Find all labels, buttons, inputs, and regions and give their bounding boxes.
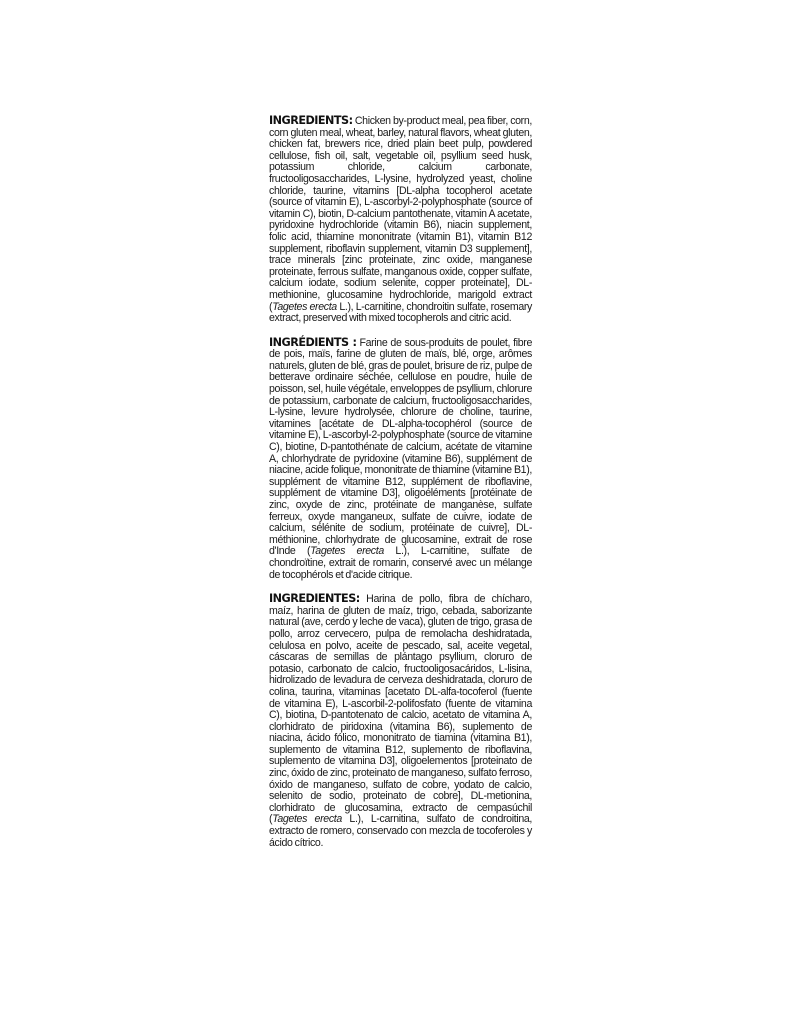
french-heading: INGRÉDIENTS : — [269, 335, 357, 349]
french-species-name: Tagetes erecta — [310, 545, 384, 558]
spanish-text-part-1: Harina de pollo, fibra de chícharo, maíz, harina de gluten de maíz, trigo, cebada, saborizante natural (ave, cerdo y leche de vaca), gluten de trigo, grasa de pollo, arroz cervecero, pulpa de remolacha deshidratada, celulosa en polvo, aceite de pescado, sal, aceite vegetal, cáscaras de semillas de plántago psyllium, cloruro de potasio, carbonato de calcio, fructooligosacáridos, L-lisina, hidrolizado de levadura de cerveza deshidratada, cloruro de colina, taurina, vitaminas [acetato DL-alfa-tocoferol (fuente de vitamina E), L-ascorbil-2-polifosfato (fuente de vitamina C), biotina, D-pantotenato de calcio, acetato de vitamina A, clorhidrato de piridoxina (vitamina B6), suplemento de niacina, ácido fólico, mononitrato de tiamina (vitamina B1), suplemento de vitamina B12, suplemento de riboflavina, suplemento de vitamina D3], oligoelementos [proteinato de zinc, óxido de zinc, proteinato de manganeso, sulfato ferroso, óxido de manganeso, sulfato de cobre, yodato de calcio, selenito de sodio, proteinato de cobre], DL-metionina, clorhidrato de glucosamina, extracto de cempasúchil ( — [269, 593, 532, 826]
english-species-name: Tagetes erecta — [272, 300, 337, 313]
ingredients-french — [269, 337, 532, 581]
ingredients-spanish — [269, 593, 532, 849]
spanish-species-name: Tagetes erecta — [272, 813, 342, 826]
english-text-part-1: Chicken by-product meal, pea fiber, corn, corn gluten meal, wheat, barley, natural flavors, wheat gluten, chicken fat, brewers rice, dried plain beet pulp, powdered cellulose, fish oil, salt, vegetable oil, psyllium seed husk, potassium chloride, calcium carbonate, fructooligosaccharides, L-lysine, hydrolyzed yeast, choline chloride, taurine, vitamins [DL-alpha tocopherol acetate (source of vitamin E), L-ascorbyl-2-polyphosphate (source of vitamin C), biotin, D-calcium pantothenate, vitamin A acetate, pyridoxine hydrochloride (vitamin B6), niacin supplement, folic acid, thiamine mononitrate (vitamin B1), vitamin B12 supplement, riboflavin supplement, vitamin D3 supplement], trace minerals [zinc proteinate, zinc oxide, manganese proteinate, ferrous sulfate, manganous oxide, copper sulfate, calcium iodate, sodium selenite, copper proteinate], DL-methionine, glucosamine hydrochloride, marigold extract ( — [269, 115, 532, 313]
english-text-part-2: L.), L-carnitine, chondroitin sulfate, rosemary extract, preserved with mixed tocopherols and citric acid. — [269, 300, 532, 325]
french-text-part-2: L.), L-carnitine, sulfate de chondroïtine, extrait de romarin, conservé avec un mélange de tocophérols et d'acide citrique. — [269, 545, 532, 581]
spanish-text-part-2: L.), L-carnitina, sulfato de condroitina, extracto de romero, conservado con mezcla de tocoferoles y ácido cítrico. — [269, 813, 532, 849]
spanish-heading: INGREDIENTES: — [269, 592, 360, 606]
ingredients-label — [269, 115, 532, 849]
ingredients-english — [269, 115, 532, 325]
french-text-part-1: Farine de sous-produits de poulet, fibre de pois, maïs, farine de gluten de maïs, blé, orge, arômes naturels, gluten de blé, gras de poulet, brisure de riz, pulpe de betterave ordinaire séchée, cellulose en poudre, huile de poisson, sel, huile végétale, enveloppes de psyllium, chlorure de potassium, carbonate de calcium, fructooligosaccharides, L-lysine, levure hydrolysée, chlorure de choline, taurine, vitamines [acétate de DL-alpha-tocophérol (source de vitamine E), L-ascorbyl-2-polyphosphate (source de vitamine C), biotine, D-pantothénate de calcium, acétate de vitamine A, chlorhydrate de pyridoxine (vitamine B6), supplément de niacine, acide folique, mononitrate de thiamine (vitamine B1), supplément de vitamine B12, supplément de riboflavine, supplément de vitamine D3], oligoéléments [protéinate de zinc, oxyde de zinc, protéinate de manganèse, sulfate ferreux, oxyde manganeux, sulfate de cuivre, iodate de calcium, sélénite de sodium, protéinate de cuivre], DL-méthionine, chlorhydrate de glucosamine, extrait de rose d'Inde ( — [269, 336, 532, 558]
english-heading: INGREDIENTS: — [269, 114, 353, 127]
